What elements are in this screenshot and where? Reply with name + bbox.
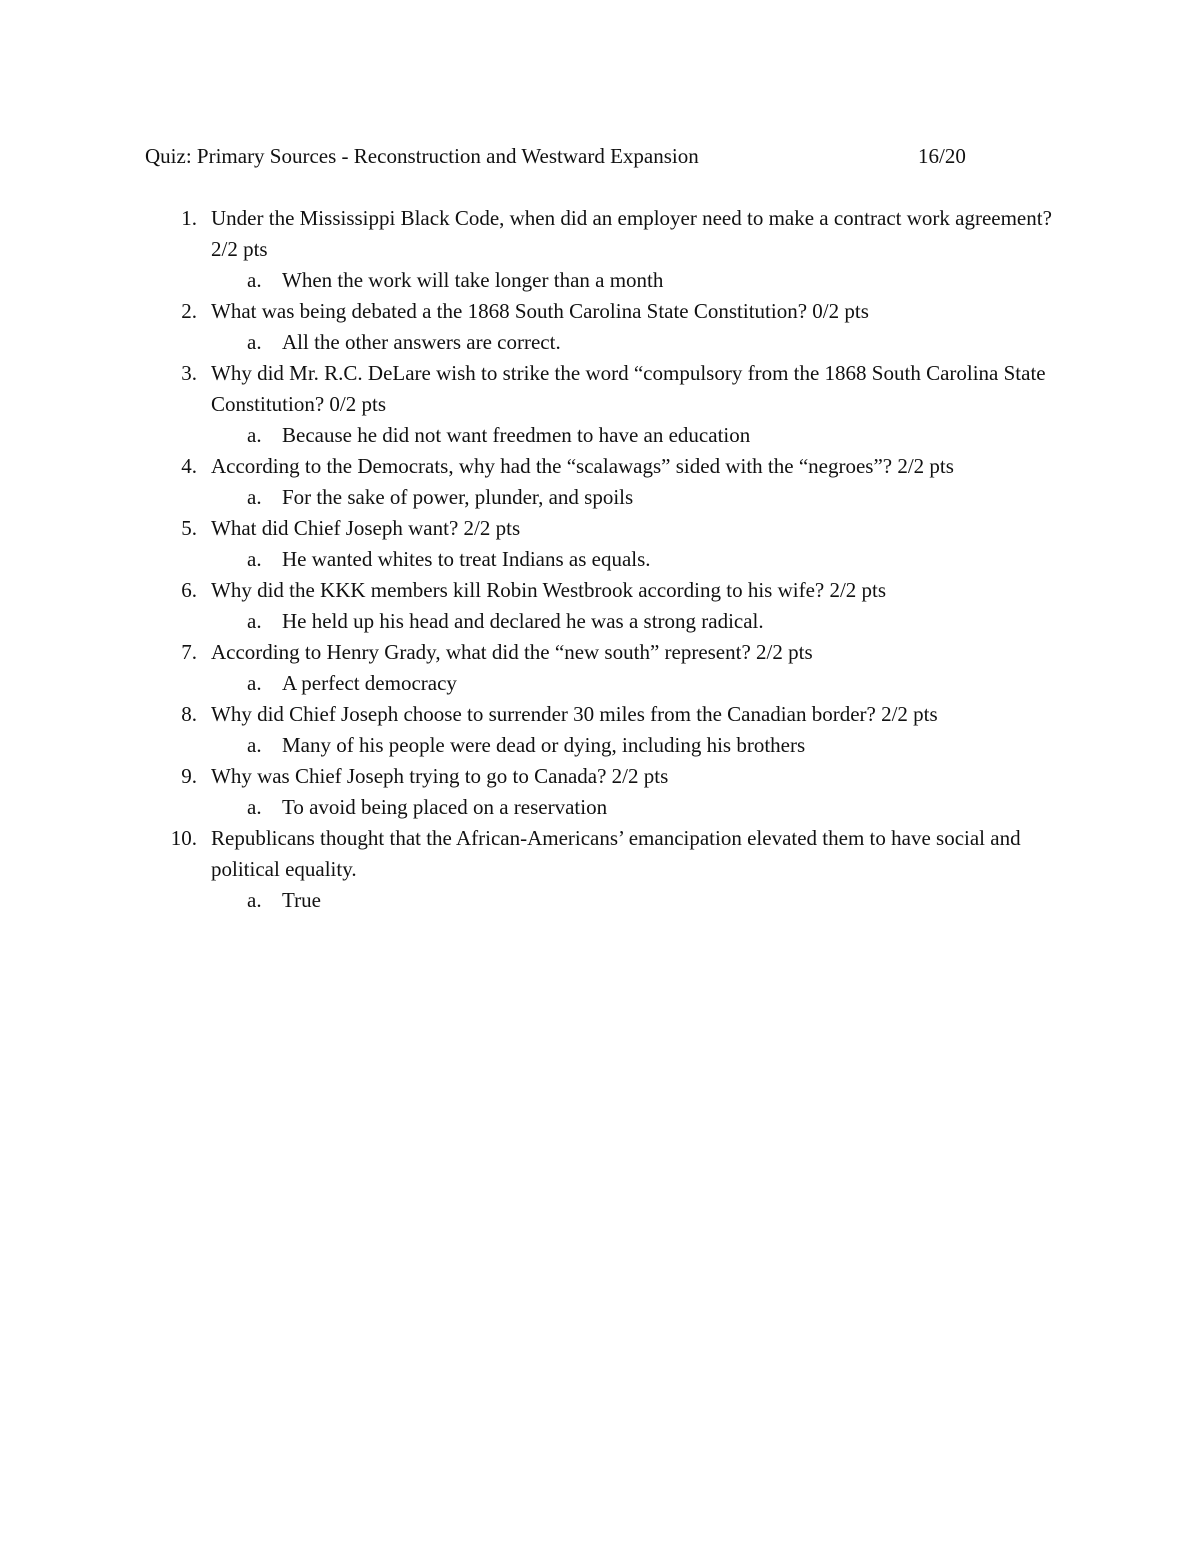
- question-number: 3.: [181, 361, 197, 385]
- question-number: 4.: [181, 454, 197, 478]
- answer-item: [145, 327, 1065, 358]
- quiz-score: 16/20: [918, 144, 966, 168]
- question-text: What did Chief Joseph want? 2/2 pts: [211, 516, 521, 540]
- question-item: [145, 358, 1065, 451]
- question-item: [145, 203, 1065, 296]
- question-item: [145, 637, 1065, 699]
- answer-item: [145, 668, 1065, 699]
- answer-item: [145, 792, 1065, 823]
- answer-item: [145, 730, 1065, 761]
- question-number: 9.: [181, 764, 197, 788]
- question-number: 7.: [181, 640, 197, 664]
- answer-text: All the other answers are correct.: [282, 330, 561, 354]
- question-text: According to the Democrats, why had the “scalawags” sided with the “negroes”? 2/2 pts: [211, 454, 954, 478]
- answer-text: To avoid being placed on a reservation: [282, 795, 608, 819]
- answer-letter: a.: [247, 547, 262, 571]
- question-item: [145, 823, 1065, 916]
- question-text: Why did Chief Joseph choose to surrender 30 miles from the Canadian border? 2/2 pts: [211, 702, 938, 726]
- answer-text: Many of his people were dead or dying, including his brothers: [282, 733, 806, 757]
- answer-letter: a.: [247, 671, 262, 695]
- question-item: [145, 296, 1065, 358]
- answer-item: [145, 885, 1065, 916]
- question-number: 6.: [181, 578, 197, 602]
- answer-item: [145, 420, 1065, 451]
- answer-letter: a.: [247, 888, 262, 912]
- question-number: 8.: [181, 702, 197, 726]
- question-item: [145, 575, 1065, 637]
- answer-letter: a.: [247, 795, 262, 819]
- answer-letter: a.: [247, 609, 262, 633]
- question-number: 2.: [181, 299, 197, 323]
- answer-text: A perfect democracy: [282, 671, 457, 695]
- question-text: Under the Mississippi Black Code, when did an employer need to make a contract work agreement? 2/2 pts: [211, 206, 1052, 261]
- question-text: Republicans thought that the African-Americans’ emancipation elevated them to have social and political equality.: [211, 826, 1021, 881]
- answer-text: He held up his head and declared he was a strong radical.: [282, 609, 764, 633]
- answer-text: When the work will take longer than a month: [282, 268, 664, 292]
- question-text: Why did Mr. R.C. DeLare wish to strike the word “compulsory from the 1868 South Carolina State Constitution? 0/2 pts: [211, 361, 1046, 416]
- answer-item: [145, 482, 1065, 513]
- question-text: Why did the KKK members kill Robin Westbrook according to his wife? 2/2 pts: [211, 578, 887, 602]
- answer-letter: a.: [247, 330, 262, 354]
- question-item: [145, 513, 1065, 575]
- question-number: 5.: [181, 516, 197, 540]
- answer-text: For the sake of power, plunder, and spoils: [282, 485, 634, 509]
- answer-letter: a.: [247, 485, 262, 509]
- question-text: What was being debated a the 1868 South Carolina State Constitution? 0/2 pts: [211, 299, 869, 323]
- answer-text: Because he did not want freedmen to have an education: [282, 423, 751, 447]
- answer-letter: a.: [247, 733, 262, 757]
- question-number: 1.: [181, 206, 197, 230]
- answer-item: [145, 265, 1065, 296]
- question-item: [145, 699, 1065, 761]
- answer-text: True: [282, 888, 321, 912]
- question-list: [145, 203, 1065, 916]
- answer-item: [145, 544, 1065, 575]
- quiz-title: Quiz: Primary Sources - Reconstruction and Westward Expansion: [145, 144, 699, 168]
- answer-item: [145, 606, 1065, 637]
- question-item: [145, 761, 1065, 823]
- question-text: Why was Chief Joseph trying to go to Canada? 2/2 pts: [211, 764, 669, 788]
- answer-letter: a.: [247, 268, 262, 292]
- quiz-header: [145, 141, 1005, 172]
- answer-text: He wanted whites to treat Indians as equals.: [282, 547, 651, 571]
- answer-letter: a.: [247, 423, 262, 447]
- question-item: [145, 451, 1065, 513]
- question-text: According to Henry Grady, what did the “new south” represent? 2/2 pts: [211, 640, 813, 664]
- question-number: 10.: [170, 826, 197, 850]
